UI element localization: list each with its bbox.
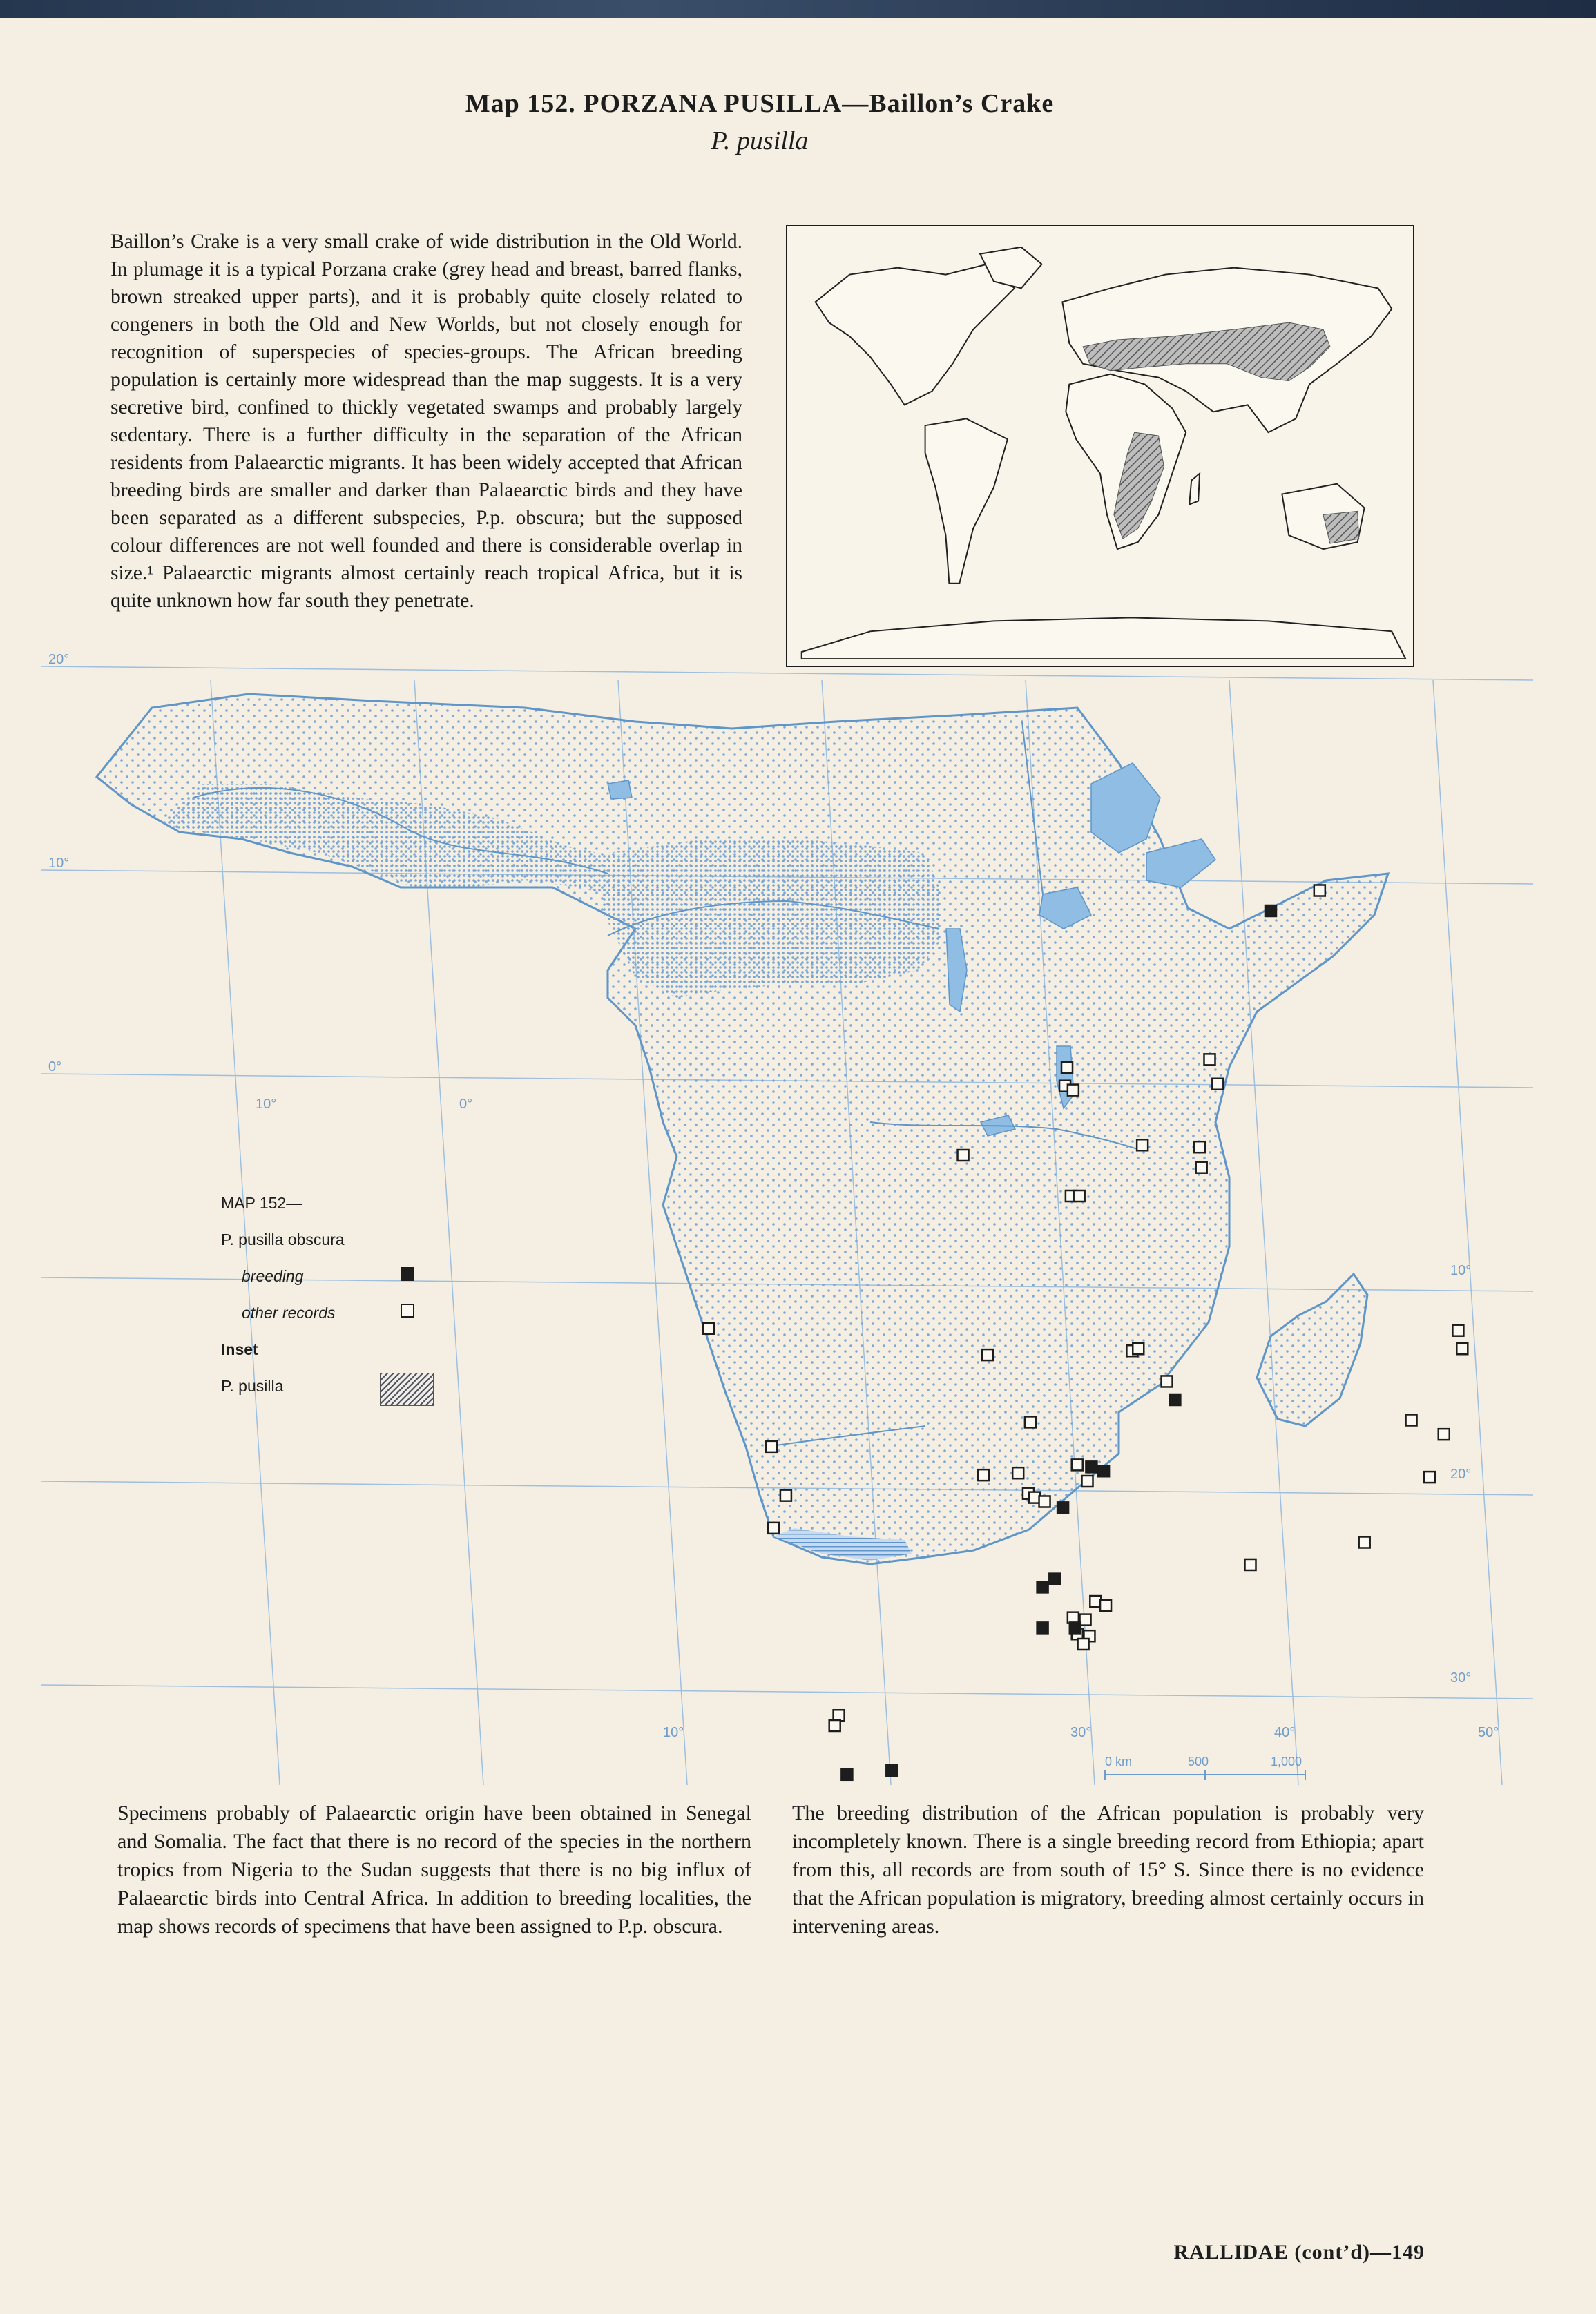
- scale-end: 1,000: [1271, 1755, 1302, 1768]
- breeding-record-marker: [1265, 905, 1276, 916]
- breeding-record-marker: [1037, 1581, 1048, 1592]
- longitude-label: 50°: [1478, 1725, 1499, 1740]
- other-record-marker: [982, 1349, 993, 1360]
- other-record-marker: [766, 1441, 777, 1452]
- other-record-marker: [1074, 1190, 1085, 1202]
- breeding-record-marker: [1049, 1574, 1060, 1585]
- other-record-marker: [1137, 1139, 1148, 1150]
- world-inset-svg: [787, 226, 1413, 666]
- map-legend: [221, 1191, 442, 1411]
- other-record-marker: [1314, 885, 1325, 896]
- latitude-label: 20°: [1450, 1467, 1472, 1482]
- text-column-right: The breeding distribution of the African population is probably very incompletely known. There is a single breeding record from Ethiopia; apart from this, all records are from south of 15° S. Since there is no evidence that the African population is migratory, breeding almost certainly occurs in intervening areas.: [792, 1802, 1424, 1938]
- other-record-marker: [1245, 1559, 1256, 1570]
- other-record-marker: [1359, 1537, 1370, 1548]
- legend-taxon: P. pusilla obscura: [221, 1231, 345, 1248]
- breeding-record-marker: [1098, 1465, 1109, 1476]
- other-record-marker: [1439, 1429, 1450, 1440]
- madagascar: [1257, 1274, 1367, 1426]
- legend-heading: MAP 152—: [221, 1194, 302, 1212]
- other-record-marker: [1012, 1467, 1023, 1478]
- breeding-record-marker: [1086, 1461, 1097, 1472]
- latitude-line: [41, 1685, 1533, 1699]
- other-record-marker: [1025, 1416, 1036, 1427]
- page-subtitle: P. pusilla: [711, 126, 809, 155]
- other-record-marker: [1452, 1325, 1463, 1336]
- intro-paragraph: Baillon’s Crake is a very small crake of wide distribution in the Old World. In plumage it is a typical Porzana crake (grey head and breast, barred flanks, brown streaked upper parts), and it is probably quite closely related to congeners in both the Old and New Worlds, but not closely enough for recognition of superspecies of species-groups. The African breeding population is certainly more widespread than the map suggests. It is a very secretive bird, confined to thickly vegetated swamps and probably largely sedentary. There is a further difficulty in the separation of the African residents from Palaearctic migrants. It has been widely accepted that African breeding birds are smaller and darker than Palaearctic birds and they have been separated as a different subspecies, P.p. obscura; but the supposed colour differences are not well founded and there is considerable overlap in size.¹ Palaearctic migrants almost certainly reach tropical Africa, but it is quite unknown how far south they penetrate.: [110, 231, 742, 612]
- latitude-label: 10°: [48, 856, 70, 871]
- other-record-marker: [1078, 1639, 1089, 1650]
- breeding-record-marker: [1169, 1394, 1180, 1405]
- longitude-line: [1229, 680, 1298, 1785]
- legend-breeding-symbol: [401, 1267, 414, 1281]
- inset-north-america: [816, 264, 1015, 405]
- longitude-label: 30°: [1070, 1725, 1092, 1740]
- other-record-marker: [958, 1150, 969, 1161]
- latitude-label: 30°: [1450, 1670, 1472, 1686]
- longitude-label: 0°: [459, 1097, 473, 1112]
- other-record-marker: [1068, 1085, 1079, 1096]
- inset-south-america: [925, 418, 1008, 584]
- longitude-label: 10°: [663, 1725, 684, 1740]
- other-record-marker: [1133, 1343, 1144, 1354]
- legend-inset-taxon: P. pusilla: [221, 1377, 284, 1395]
- legend-other-label: other records: [242, 1304, 336, 1322]
- inset-antarctica: [802, 617, 1406, 659]
- other-record-marker: [1072, 1459, 1083, 1470]
- latitude-label: 20°: [48, 652, 70, 667]
- breeding-record-marker: [841, 1769, 852, 1780]
- other-record-marker: [829, 1720, 840, 1731]
- legend-other-symbol: [401, 1304, 414, 1318]
- page-footer: RALLIDAE (cont’d)—149: [1173, 2241, 1425, 2264]
- other-record-marker: [768, 1523, 779, 1534]
- latitude-label: 10°: [1450, 1263, 1472, 1278]
- legend-inset-label: Inset: [221, 1340, 258, 1358]
- scale-mid: 500: [1188, 1755, 1209, 1768]
- other-record-marker: [978, 1469, 989, 1481]
- breeding-record-marker: [1037, 1622, 1048, 1633]
- text-column-left: Specimens probably of Palaearctic origin have been obtained in Senegal and Somalia. The fact that there is no record of the species in the northern tropics from Nigeria to the Sudan suggests that there is no big influx of Palaearctic birds into Central Africa. In addition to breeding localities, the map shows records of specimens that have been assigned to P.p. obscura.: [117, 1802, 751, 1938]
- book-cover-edge: [0, 0, 1596, 18]
- breeding-record-marker: [1070, 1622, 1081, 1633]
- other-record-marker: [1162, 1376, 1173, 1387]
- other-record-marker: [1082, 1476, 1093, 1487]
- other-record-marker: [1424, 1472, 1435, 1483]
- other-record-marker: [703, 1323, 714, 1334]
- other-record-marker: [1212, 1079, 1223, 1090]
- other-record-marker: [1196, 1162, 1207, 1173]
- longitude-label: 10°: [256, 1097, 277, 1112]
- page-title: Map 152. PORZANA PUSILLA—Baillon’s Crake: [465, 89, 1055, 118]
- breeding-record-marker: [886, 1765, 897, 1776]
- other-record-marker: [1204, 1054, 1215, 1065]
- breeding-record-marker: [1057, 1502, 1068, 1513]
- other-record-marker: [1406, 1415, 1417, 1426]
- lake-chad: [608, 780, 632, 799]
- scale-bar: [1105, 1755, 1305, 1780]
- other-record-marker: [1061, 1062, 1073, 1073]
- other-record-marker: [1039, 1496, 1050, 1507]
- longitude-label: 40°: [1274, 1725, 1296, 1740]
- scale-zero: 0 km: [1105, 1755, 1133, 1768]
- other-record-marker: [1456, 1343, 1468, 1354]
- legend-breeding-label: breeding: [242, 1267, 304, 1285]
- longitude-line: [1433, 680, 1502, 1785]
- other-record-marker: [1194, 1141, 1205, 1153]
- other-record-marker: [1100, 1600, 1111, 1611]
- other-record-marker: [780, 1490, 791, 1501]
- legend-hatch-symbol: [380, 1373, 434, 1406]
- latitude-label: 0°: [48, 1059, 62, 1074]
- world-inset-map: [786, 225, 1414, 667]
- latitude-line: [41, 666, 1533, 680]
- inset-madagascar: [1189, 474, 1200, 505]
